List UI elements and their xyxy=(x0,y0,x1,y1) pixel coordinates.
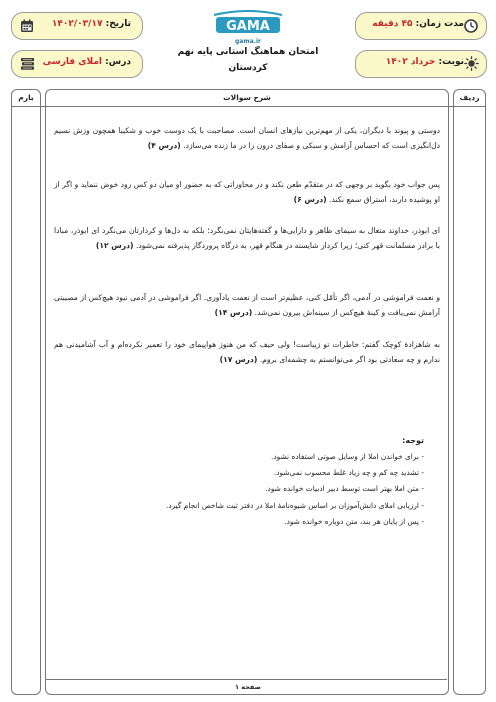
session-field xyxy=(386,57,464,67)
header-row-label: ردیف xyxy=(459,93,480,102)
paragraph-4 xyxy=(54,290,440,320)
lesson-ref: (درس ۱۷) xyxy=(219,355,258,364)
note-item: - ارزیابی املای دانش‌آموزان بر اساس شیوه‌نامهٔ املا در دفتر ثبت شاخص انجام گیرد. xyxy=(165,501,424,510)
paragraph-1 xyxy=(54,123,440,153)
duration-field xyxy=(372,19,464,29)
paragraph-text: و نعمت فراموشی در آدمی، اگر تأمّل کنی، عظیم‌تر است از نعمت یادآوری. اگر فراموشی در آدمی نبود هیچ‌کس از مصیبتی آرامش نمی‌یافت و کینهٔ هیچ‌کس از سینه‌اش بیرون نمی‌شد. xyxy=(54,293,440,317)
sun-icon xyxy=(464,56,479,71)
paragraph-text: دوستی و پیوند با دیگران، یکی از مهم‌ترین نیازهای انسان است. مصاحبت با یک دوست خوب و شکیبا همچون وزش نسیم دل‌انگیزی است که احساس آرامش و سبکی و صفای درون را در ما زنده می‌سازد. xyxy=(54,126,440,150)
lesson-ref: (درس ۱۲) xyxy=(95,241,134,250)
session-value: خرداد ۱۴۰۲ xyxy=(385,57,436,67)
column-score xyxy=(11,89,41,695)
subject-value: املای فارسی xyxy=(42,57,103,67)
note-item: - متن املا بهتر است توسط دبیر ادبیات خوانده شود. xyxy=(265,484,424,493)
lesson-ref: (درس ۱۴) xyxy=(214,308,253,317)
lesson-ref: (درس ۶) xyxy=(293,195,327,204)
paragraph-text: به شاهزادهٔ کوچک گفتم: خاطرات تو زیباست! ولی حیف که من هنوز هواپیمای خود را تعمیر نکرده‌ام و آب آشامیدنی هم ندارم و چه سعادتی بود اگر می‌توانستم به چشمه‌ای بروم. xyxy=(54,340,440,364)
session-label: نوبت: xyxy=(438,57,464,67)
paragraph-2 xyxy=(54,177,440,207)
subject-field xyxy=(43,57,131,67)
note-item: - تشدید چه کم و چه زیاد غلط محسوب نمی‌شود. xyxy=(273,468,424,477)
note-item: - پس از پایان هر بند، متن دوباره خوانده شود. xyxy=(284,517,424,526)
paragraph-5 xyxy=(54,337,440,367)
exam-title: امتحان هماهنگ استانی پایه نهم xyxy=(177,47,319,57)
paragraph-text: پس جواب خود بگوید بر وجهی که در متقدّم طعن نکند و در محاوراتی که به حضور او میان دو کس رود خوض ننماید و اگر از او پوشیده دارند، استراق سمع نکند. xyxy=(54,180,440,204)
notes-title: توجه: xyxy=(402,436,424,445)
date-label: تاریخ: xyxy=(105,19,131,29)
column-row xyxy=(453,89,486,695)
books-icon xyxy=(20,56,35,70)
lesson-ref: (درس ۴) xyxy=(147,141,181,150)
table-header-line xyxy=(12,106,485,107)
date-field xyxy=(52,19,131,29)
duration-label: مدت زمان: xyxy=(415,19,464,29)
duration-value: ۴۵ دقیقه xyxy=(372,19,413,29)
date-value: ۱۴۰۲/۰۳/۱۷ xyxy=(51,19,103,29)
gama-logo xyxy=(210,9,286,37)
clock-icon xyxy=(464,18,478,32)
paragraph-text: ای ابوذر، خداوند متعال به سیمای ظاهر و دارایی‌ها و گفته‌هایتان نمی‌نگرد؛ بلکه به دل‌ها و کردارتان می‌نگرد ای ابوذر، مبادا با برادر مسلمانت قهر کنی؛ زیرا کردار شایسته در هنگام قهر، به درگاه پروردگار پذیرفته نمی‌شود. xyxy=(54,226,440,250)
note-item: - برای خواندن املا از وسایل صوتی استفاده نشود. xyxy=(271,452,424,461)
subject-label: درس: xyxy=(105,57,131,67)
header-question-label: شرح سوالات xyxy=(223,93,271,102)
footer-line xyxy=(46,679,447,680)
logo-wordmark: GAMA xyxy=(226,19,270,34)
province-name: کردستان xyxy=(228,63,268,73)
logo-subtext: gama.ir xyxy=(235,38,261,45)
header-score-label: بارم xyxy=(18,93,34,102)
paragraph-3 xyxy=(54,223,440,253)
page-number: صفحه ۱ xyxy=(235,683,261,691)
logo-block xyxy=(150,9,346,73)
calendar-icon xyxy=(20,18,34,32)
